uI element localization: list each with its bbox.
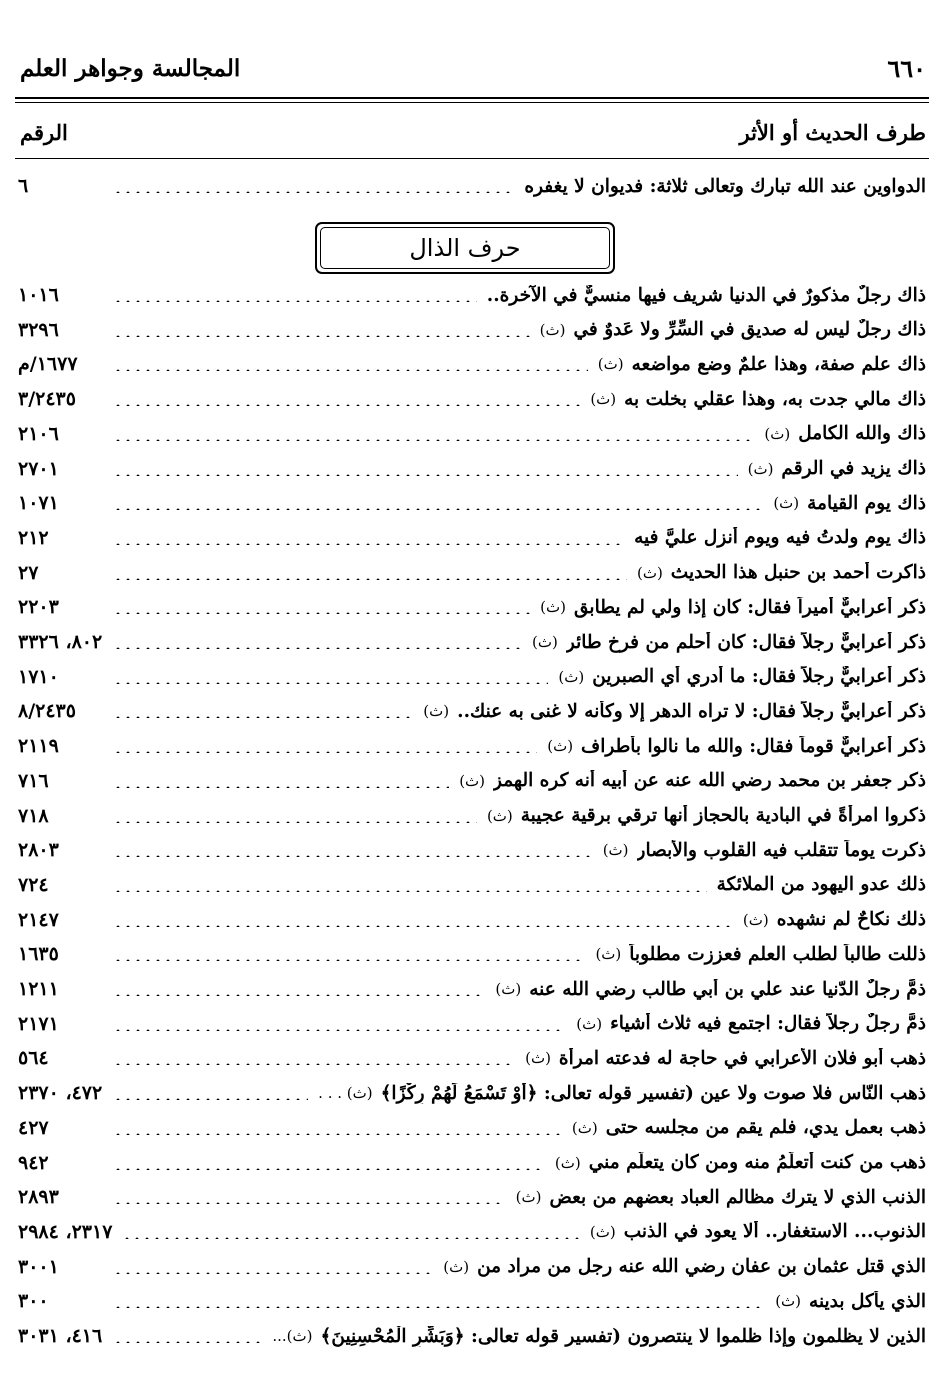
entry-text: ذكروا امرأةً في البادية بالحجاز أنها ترقي برقية عجيبة — [520, 805, 926, 826]
entry-text: ذاك يزيد في الرقم — [781, 458, 926, 479]
index-entry — [18, 1146, 926, 1180]
index-entry — [18, 313, 926, 347]
entry-text: ذاك رجلٌ مذكورٌ في الدنيا شريف فيها منسيٌّ في الآخرة.. — [486, 284, 926, 306]
source-marker: (ث) — [486, 806, 513, 825]
entry-text: ذلك نكاحٌ لم نشهده — [776, 909, 926, 931]
entry-ref: ٨/٢٤٣٥ — [18, 700, 76, 723]
entry-ref: ٢٨٩٣ — [18, 1186, 59, 1209]
entry-text: ذاكرت أحمد بن حنبل هذا الحديث — [670, 562, 926, 584]
index-entry — [18, 556, 926, 590]
dot-leader — [113, 1098, 308, 1100]
entry-ref: ١٦٧٧/م — [18, 353, 78, 376]
source-marker: (ث) — [773, 494, 800, 513]
index-entry — [18, 1180, 926, 1214]
entry-ref: ٩٤٢ — [18, 1151, 49, 1174]
dot-leader — [113, 369, 588, 371]
entry-ref: ٤٧٢، ٢٣٧٠ — [18, 1082, 103, 1105]
book-title: المجالسة وجواهر العلم — [20, 54, 241, 82]
entry-ref: ٢٧ — [18, 561, 39, 584]
index-entry — [18, 937, 926, 971]
entry-ref: ٢٧٠١ — [18, 457, 59, 480]
entry-ref: ٣٢٩٦ — [18, 318, 59, 341]
index-entry — [18, 660, 926, 694]
index-entry — [18, 1284, 926, 1318]
dot-leader — [113, 1306, 765, 1308]
entry-ref: ٥٦٤ — [18, 1047, 49, 1070]
source-marker: (ث) — [532, 633, 558, 651]
source-marker: (ث) — [742, 910, 769, 929]
dot-leader — [113, 1168, 545, 1170]
entry-text: ذهب أبو فلان الأعرابي في حاجة له فدعته امرأة — [558, 1047, 926, 1069]
dot-leader — [113, 508, 763, 510]
index-entry — [18, 486, 926, 520]
entry-text: ذاك مالي جدت به، وهذا عقلي بخلت به — [624, 388, 926, 410]
entry-text: ذكر جعفر بن محمد رضي الله عنه عن أبيه أنه كره الهمز — [493, 770, 926, 792]
source-marker: (ث) — [525, 1049, 551, 1068]
entry-text: ذكر أعرابيٌّ رجلاً فقال: كان أحلم من فرخ طائر — [565, 631, 926, 653]
index-entry — [18, 1250, 926, 1284]
source-marker: (ث)... — [272, 1327, 313, 1345]
entry-text: الدواوين عند الله تبارك وتعالى ثلاثة: فديوان لا يغفره — [524, 175, 926, 197]
source-marker: (ث) — [590, 390, 617, 409]
entry-ref: ٤١٦، ٣٠٣١ — [18, 1325, 103, 1347]
dot-leader — [113, 1341, 262, 1343]
index-entry — [18, 1007, 926, 1041]
index-entry — [18, 1319, 926, 1353]
entry-ref: ٢١٧١ — [18, 1012, 59, 1035]
source-marker: (ث) — [539, 320, 566, 339]
entry-text: الذنب الذي لا يترك مظالم العباد بعضهم من بعض — [549, 1186, 926, 1208]
entry-ref: ٣/٢٤٣٥ — [18, 388, 76, 411]
entry-ref: ٨٠٢، ٣٣٢٦ — [18, 631, 103, 653]
source-marker: (ث) — [597, 355, 624, 374]
dot-leader — [113, 959, 585, 961]
dot-leader — [122, 1237, 579, 1239]
entry-text: ذهب بعمل يدي، فلم يقم من مجلسه حتى — [605, 1117, 926, 1139]
index-entry — [18, 169, 926, 203]
entry-ref: ٤٢٧ — [18, 1116, 49, 1139]
entry-text: ذمَّ رجلٌ رجلاً فقال: اجتمع فيه ثلاث أشياء — [610, 1013, 926, 1035]
entry-text: ذاك يوم القيامة — [807, 492, 926, 514]
index-entry — [18, 278, 926, 312]
entry-ref: ٢٨٠٣ — [18, 839, 59, 862]
index-entry — [18, 590, 926, 624]
dot-leader — [113, 1063, 515, 1065]
entry-text: الذنوب... الاستغفار.. ألا يعود في الذنب — [623, 1221, 926, 1243]
entry-text: ذاك رجلٌ ليس له صديق في السِّرِّ ولا عَدوٌ في — [573, 319, 926, 341]
entry-ref: ١٦٣٥ — [18, 943, 59, 966]
source-marker: (ث) — [589, 1222, 616, 1241]
dot-leader — [113, 543, 624, 545]
dot-leader — [113, 925, 733, 927]
entry-ref: ٢١٢ — [18, 526, 49, 549]
index-entry — [18, 1041, 926, 1075]
source-marker: (ث) — [576, 1014, 603, 1033]
entry-text: ذكرت يوماً تتقلب فيه القلوب والأبصار — [636, 839, 926, 861]
source-marker: (ث) — [459, 771, 486, 790]
dot-leader — [113, 821, 477, 823]
source-marker: (ث) — [764, 424, 791, 443]
index-entry — [18, 833, 926, 867]
dot-leader — [113, 474, 738, 476]
entry-text: ذكر أعرابيٌّ قوماً فقال: والله ما نالوا بأطراف — [581, 735, 926, 757]
source-marker: (ث) — [602, 841, 629, 860]
entry-ref: ١٢١١ — [18, 978, 59, 1000]
dot-leader — [113, 1202, 506, 1204]
dot-leader — [113, 855, 593, 857]
entry-text: ذهب من كنت أتعلّمُ منه ومن كان يتعلّم مني — [588, 1152, 926, 1173]
dot-leader — [113, 751, 537, 753]
entry-ref: ١٧١٠ — [18, 665, 59, 688]
source-marker: (ث) — [423, 702, 450, 721]
dot-leader — [113, 1272, 433, 1274]
source-marker: (ث) — [636, 563, 663, 582]
index-entry — [18, 625, 926, 659]
index-entry — [18, 521, 926, 555]
entry-ref: ٧١٦ — [18, 769, 49, 792]
column-header-number: الرقم — [20, 119, 68, 145]
index-entry — [18, 382, 926, 416]
header-rule-thick — [15, 97, 929, 99]
column-headers — [20, 112, 926, 152]
entry-text: ذاك علم صفة، وهذا علمٌ وضع مواضعه — [631, 353, 926, 375]
source-marker: (ث) — [515, 1188, 542, 1207]
section-heading-frame — [315, 222, 615, 274]
index-entry — [18, 1215, 926, 1249]
index-entry — [18, 729, 926, 763]
entry-text: ذكر أعرابيٌّ رجلاً فقال: ما أدري أي الصبرين — [592, 666, 926, 688]
entry-ref: ٢١٤٧ — [18, 908, 59, 931]
index-entry — [18, 1111, 926, 1145]
dot-leader — [113, 682, 548, 684]
source-marker: (ث) — [571, 1118, 598, 1137]
index-entry — [18, 903, 926, 937]
entry-text: الذين لا يظلمون وإذا ظلموا لا ينتصرون (تفسير قوله تعالى: ﴿وَبَشِّرِ الْمُحْسِنِينَ﴾ — [320, 1325, 926, 1347]
entry-text: ذكر أعرابيٌّ رجلاً فقال: لا تراه الدهر إلا وكأنه لا غنى به عنك.. — [457, 700, 926, 722]
entry-ref: ٧٢٤ — [18, 873, 49, 896]
entry-ref: ٣٠٠ — [18, 1290, 49, 1313]
index-entry — [18, 347, 926, 381]
dot-leader — [113, 335, 530, 337]
dot-leader — [113, 786, 449, 788]
entry-text: ذللت طالباً لطلب العلم فعززت مطلوباً — [629, 943, 926, 965]
header-rule-thin — [15, 102, 929, 103]
dot-leader — [113, 612, 530, 614]
source-marker: (ث) — [747, 459, 774, 478]
entry-ref: ٧١٨ — [18, 804, 49, 827]
entry-text: ذمَّ رجلٌ الدّنيا عند علي بن أبي طالب رضي الله عنه — [529, 978, 926, 1000]
source-marker: (ث) — [540, 598, 566, 617]
dot-leader — [113, 404, 580, 406]
index-entry — [18, 694, 926, 728]
running-header — [20, 48, 926, 88]
dot-leader — [113, 1029, 566, 1031]
dot-leader — [113, 578, 627, 580]
section-title: حرف الذال — [409, 234, 521, 262]
entry-text: الذي قتل عثمان بن عفان رضي الله عنه رجل من مراد من — [477, 1256, 926, 1278]
dot-leader — [113, 300, 477, 302]
entry-text: ذهب النّاس فلا صوت ولا عين (تفسير قوله تعالى: ﴿أَوْ تَسْمَعُ لَهُمْ رِكْزًا﴾ — [380, 1082, 926, 1104]
entry-text: الذي يأكل بدينه — [809, 1290, 926, 1312]
index-entry — [18, 1076, 926, 1110]
index-entry — [18, 799, 926, 833]
source-marker: (ث) — [495, 980, 522, 998]
column-header-text: طرف الحديث أو الأثر — [739, 119, 926, 145]
dot-leader — [113, 1133, 562, 1135]
entry-text: ذاك والله الكامل — [798, 423, 926, 445]
entry-ref: ٢٢٠٣ — [18, 596, 59, 619]
source-marker: (ث) — [558, 667, 585, 686]
index-entry — [18, 868, 926, 902]
entry-ref: ٢١٠٦ — [18, 422, 59, 445]
index-entry — [18, 764, 926, 798]
entry-ref: ١٠١٦ — [18, 284, 59, 306]
index-entry — [18, 417, 926, 451]
entry-ref: ٣٠٠١ — [18, 1255, 59, 1278]
page-number: ٦٦٠ — [887, 53, 926, 83]
dot-leader — [113, 716, 413, 718]
source-marker: (ث) — [554, 1153, 581, 1172]
column-header-rule — [15, 158, 929, 159]
source-marker: (ث) — [547, 737, 574, 756]
entry-text: ذلك عدو اليهود من الملائكة — [716, 874, 926, 896]
index-entry — [18, 452, 926, 486]
entry-ref: ٢٣١٧، ٢٩٨٤ — [18, 1220, 113, 1243]
entry-ref: ٦ — [18, 175, 29, 197]
dot-leader — [113, 890, 707, 892]
entry-ref: ٢١١٩ — [18, 735, 59, 758]
entry-ref: ١٠٧١ — [18, 492, 59, 515]
dot-leader — [113, 439, 754, 441]
source-marker: (ث) — [775, 1292, 802, 1311]
dot-leader — [113, 994, 485, 996]
index-entry — [18, 972, 926, 1006]
source-marker: (ث) . . . — [318, 1084, 373, 1103]
dot-leader — [113, 191, 514, 193]
source-marker: (ث) — [443, 1257, 470, 1276]
entry-text: ذكر أعرابيٌّ أميراً فقال: كان إذا ولي لم يطابق — [574, 596, 926, 618]
dot-leader — [113, 647, 522, 649]
entry-text: ذاك يوم ولدتُ فيه ويوم أُنزل عليَّ فيه — [634, 527, 926, 549]
source-marker: (ث) — [595, 945, 622, 964]
